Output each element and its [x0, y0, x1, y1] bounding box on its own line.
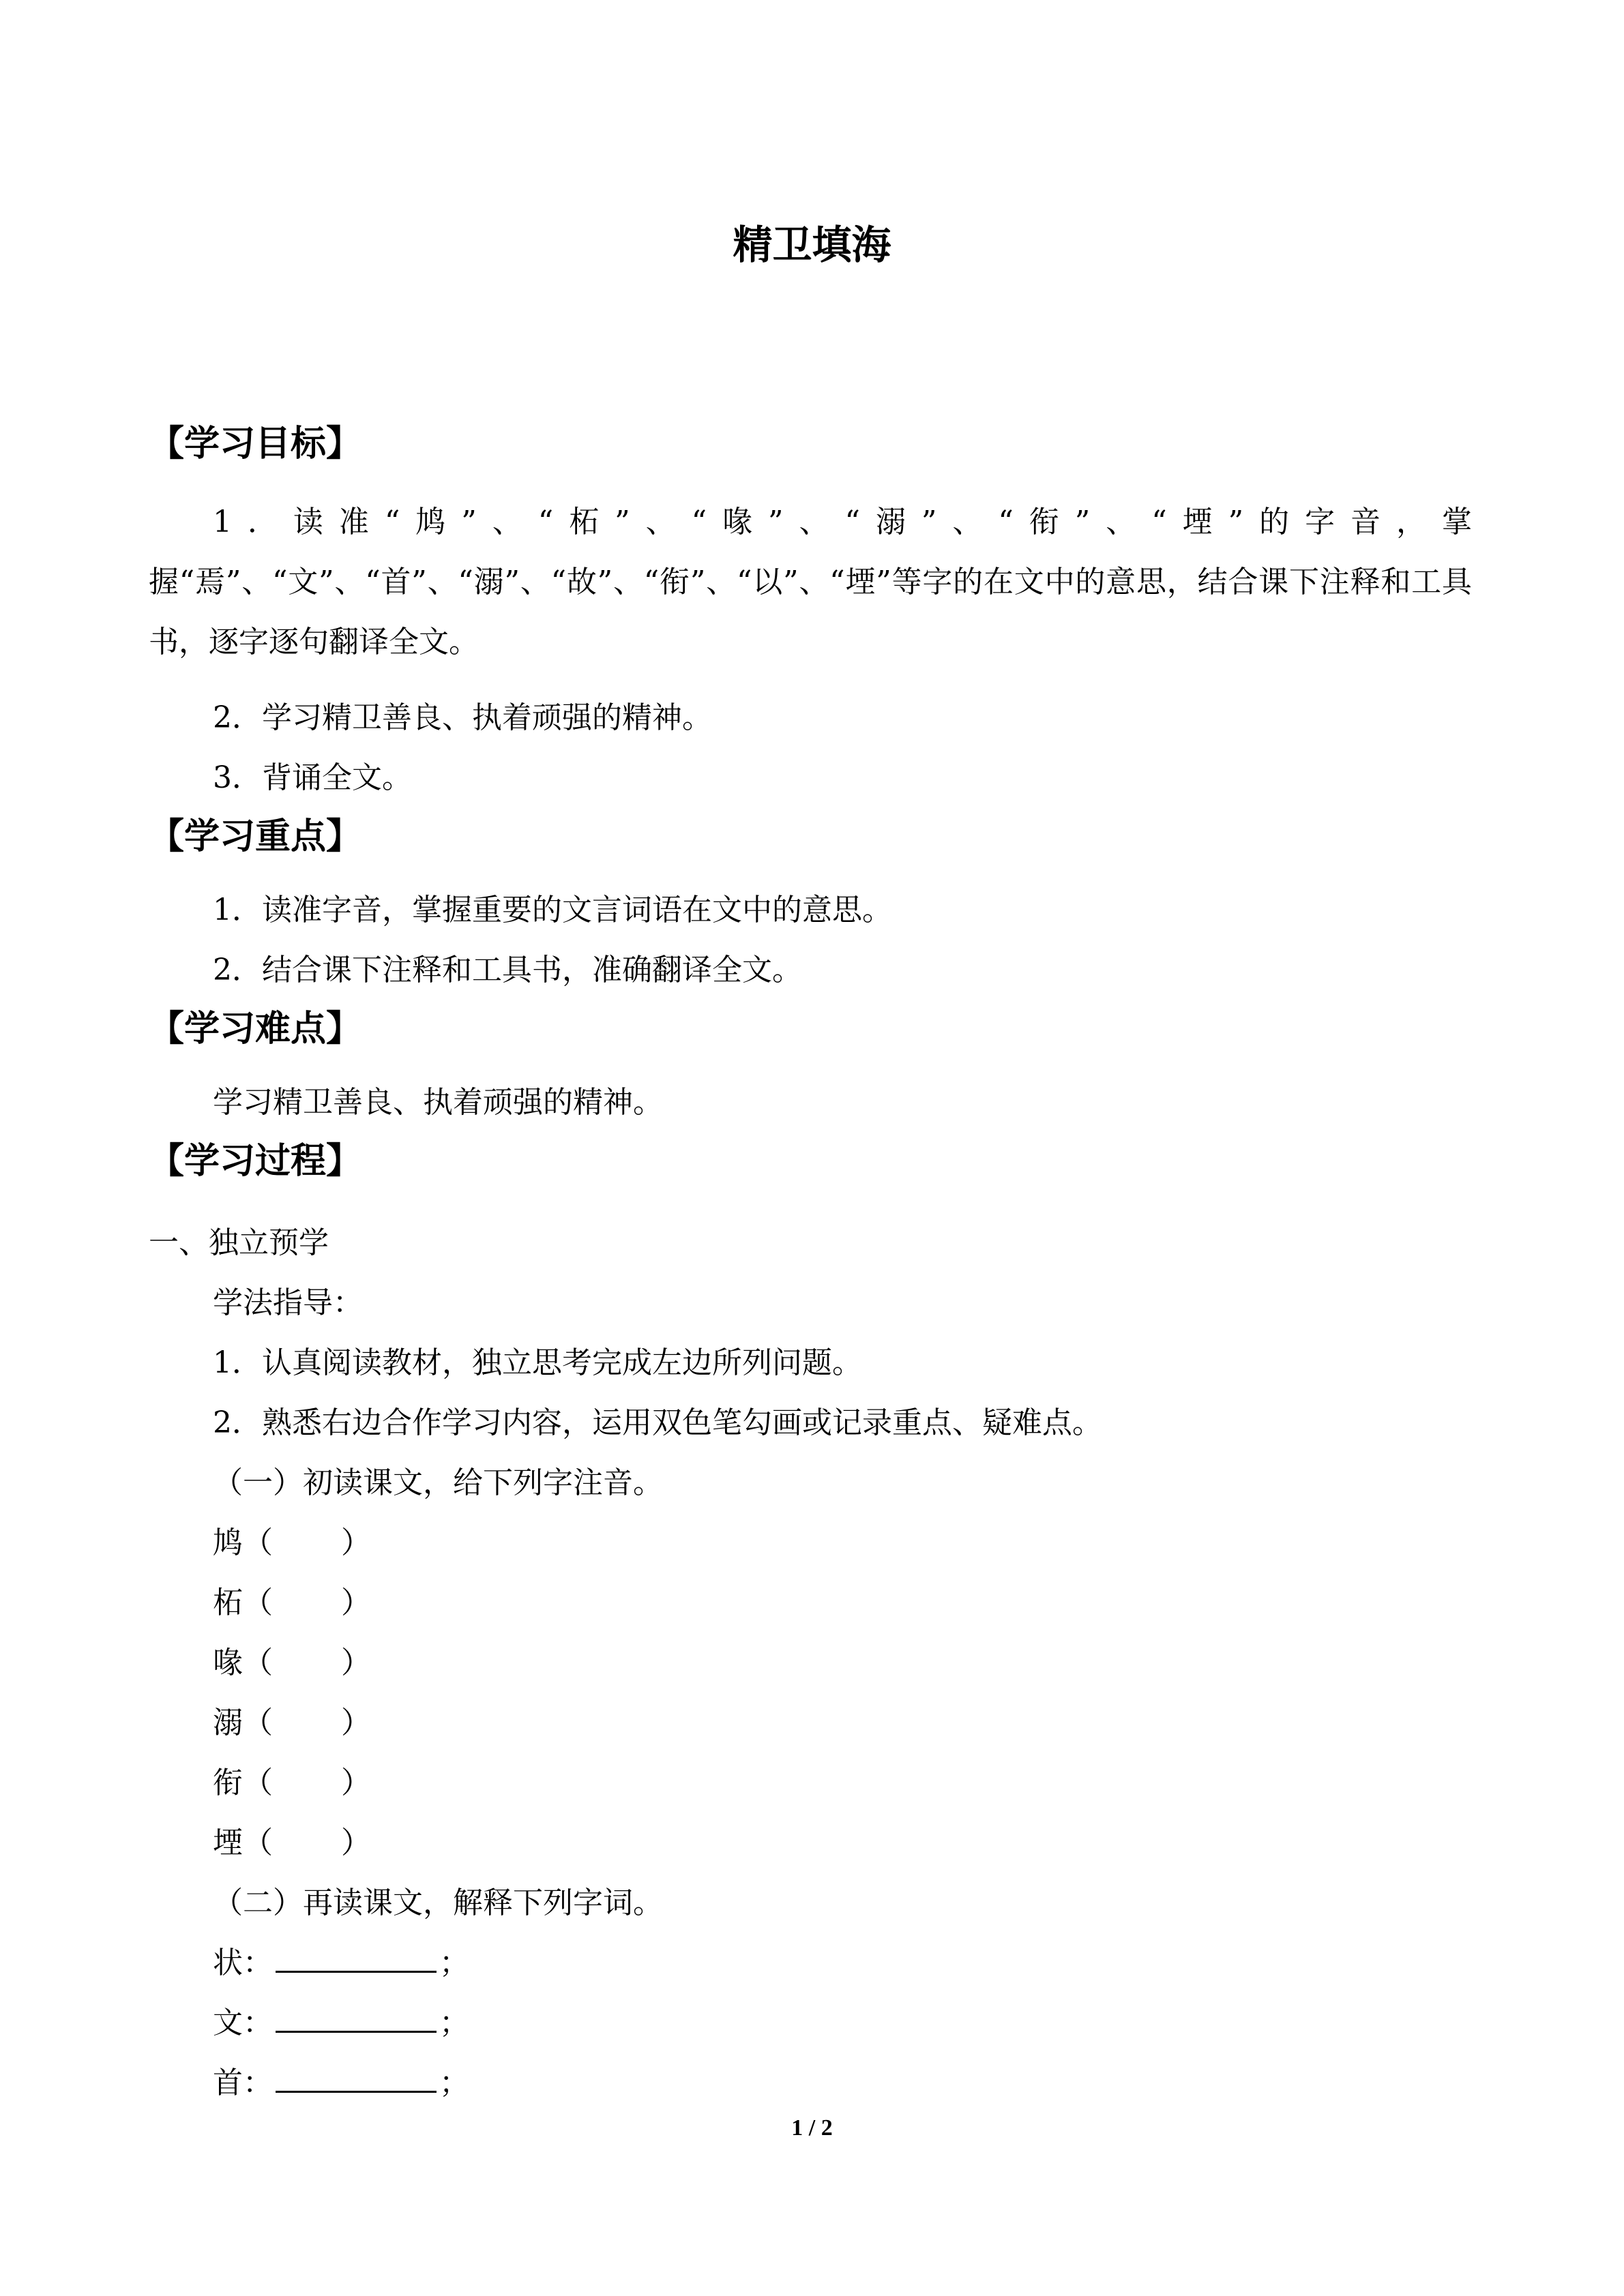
key-point-2: 2．结合课下注释和工具书，准确翻译全文。 [213, 953, 802, 987]
goal-item-3: 3．背诵全文。 [213, 760, 412, 795]
definition-word: 文 [213, 2006, 243, 2040]
pinyin-char: 溺 [213, 1705, 243, 1740]
method-item-2: 2．熟悉右边合作学习内容，运用双色笔勾画或记录重点、疑难点。 [213, 1405, 1102, 1440]
key-point-1: 1．读准字音，掌握重要的文言词语在文中的意思。 [213, 893, 892, 927]
definition-item: 状： ； [213, 1938, 469, 1982]
definition-word: 首 [213, 2066, 243, 2100]
answer-blank [276, 2003, 437, 2033]
page-number: 1 / 2 [791, 2115, 833, 2141]
pinyin-item: 喙（ ） [213, 1645, 371, 1680]
definition-item: 文： ； [213, 1998, 469, 2042]
difficulty-1: 学习精卫善良、执着顽强的精神。 [213, 1085, 663, 1120]
answer-blank [276, 1943, 437, 1973]
pinyin-char: 堙 [213, 1825, 243, 1860]
method-item-1: 1．认真阅读教材，独立思考完成左边所列问题。 [213, 1345, 862, 1380]
pinyin-char: 衔 [213, 1765, 243, 1800]
section-heading-process: 【学习过程】 [149, 1141, 362, 1182]
pinyin-char: 喙 [213, 1645, 243, 1680]
method-label: 学法指导： [213, 1285, 363, 1320]
pinyin-char: 柘 [213, 1585, 243, 1620]
process-part-1: 一、独立预学 [149, 1225, 329, 1260]
page-title: 精卫填海 [733, 222, 891, 268]
section-heading-key-points: 【学习重点】 [149, 816, 362, 857]
goal-item-1: 1．读准“鸠”、“柘”、“喙”、“溺”、“衔”、“堙”的字音，掌握“焉”、“文”、“首”、“溺”、“故”、“衔”、“以”、“堙”等字的在文中的意思，结合课下注释和工具书，逐字逐句翻译全文。 [149, 505, 1473, 659]
answer-blank [276, 2063, 437, 2093]
task-2-instruction: （二）再读课文，解释下列字词。 [213, 1885, 663, 1920]
pinyin-item: 堙（ ） [213, 1825, 371, 1860]
pinyin-item: 鸠（ ） [213, 1525, 371, 1560]
definition-item: 首： ； [213, 2058, 469, 2102]
pinyin-item: 衔（ ） [213, 1765, 371, 1800]
goal-item-2: 2．学习精卫善良、执着顽强的精神。 [213, 700, 712, 735]
section-heading-difficulties: 【学习难点】 [149, 1009, 362, 1049]
section-heading-goals: 【学习目标】 [149, 423, 362, 464]
pinyin-item: 柘（ ） [213, 1585, 371, 1620]
task-1-instruction: （一）初读课文，给下列字注音。 [213, 1465, 663, 1500]
pinyin-char: 鸠 [213, 1525, 243, 1560]
pinyin-item: 溺（ ） [213, 1705, 371, 1740]
definition-word: 状 [213, 1945, 243, 1980]
